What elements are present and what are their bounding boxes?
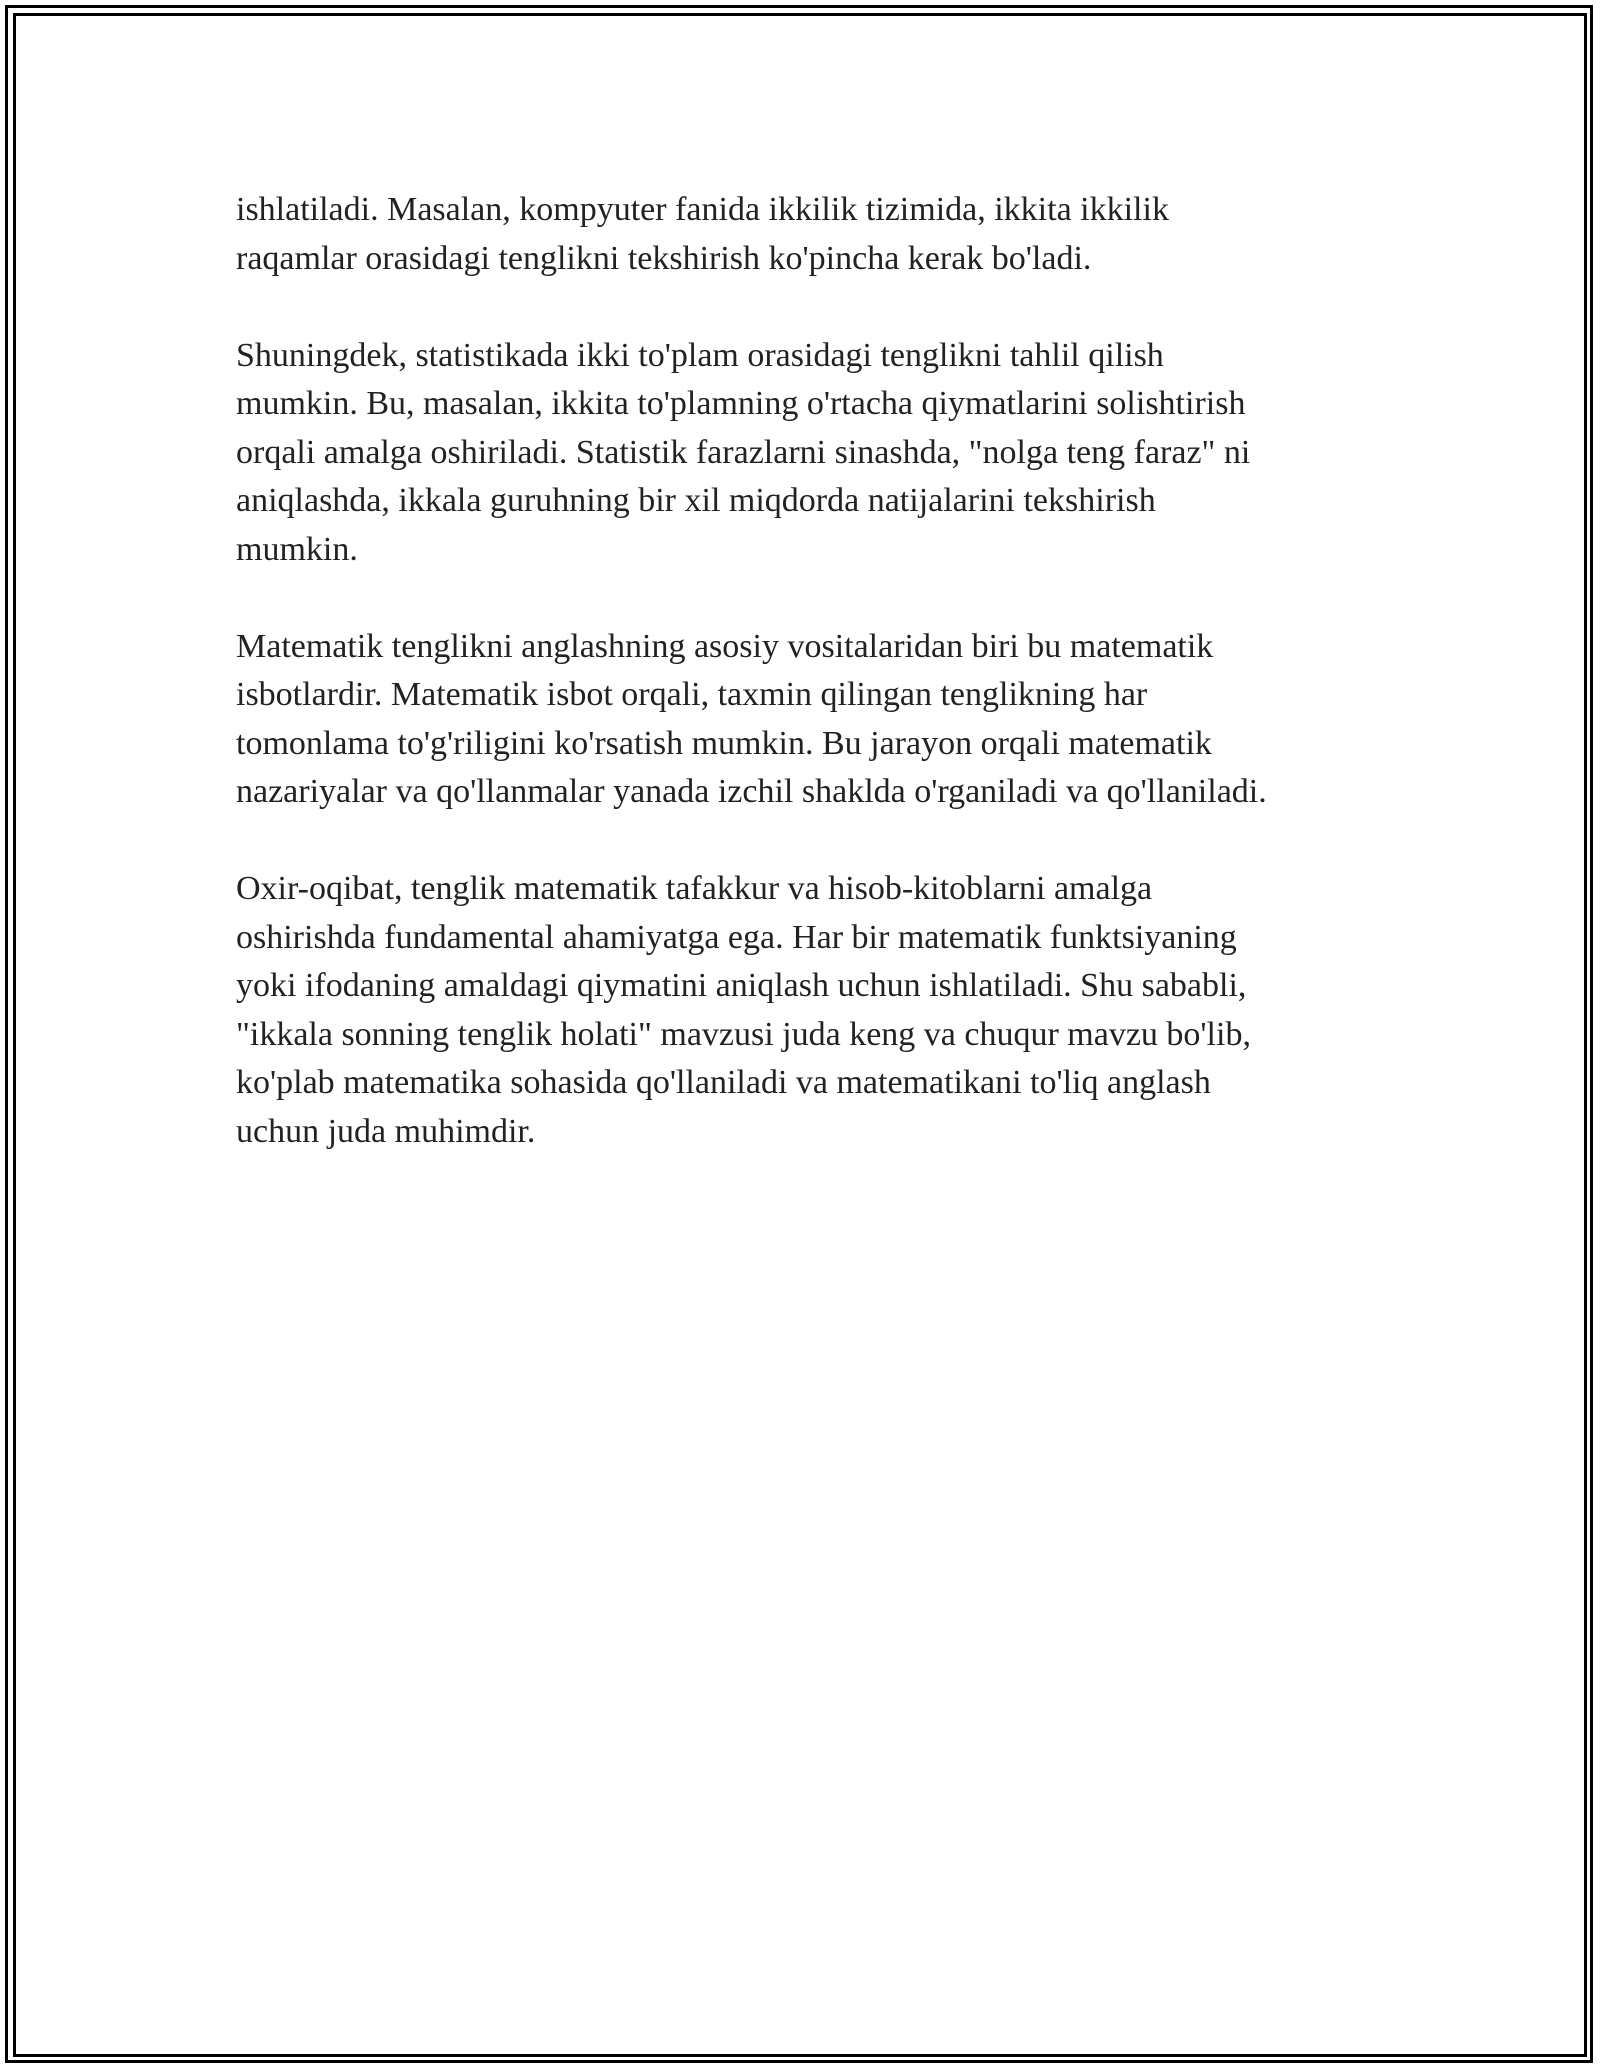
paragraph-3: Matematik tenglikni anglashning asosiy vositalaridan biri bu matematik isbotlardir. Matematik isbot orqali, taxmin qilingan tenglikning har tomonlama to'g'riligini ko'rsatish mumkin. Bu jarayon orqali matematik nazariyalar va qo'llanmalar yanada izchil shaklda o'rganiladi va qo'llaniladi. <box>236 627 1267 810</box>
document-body <box>236 186 1376 1205</box>
paragraph-4: Oxir-oqibat, tenglik matematik tafakkur va hisob-kitoblarni amalga oshirishda fundamental ahamiyatga ega. Har bir matematik funktsiyaning yoki ifodaning amaldagi qiymatini aniqlash uchun ishlatiladi. Shu sababli, "ikkala sonning tenglik holati" mavzusi juda keng va chuqur mavzu bo'lib, ko'plab matematika sohasida qo'llaniladi va matematikani to'liq anglash uchun juda muhimdir. <box>236 870 1251 1150</box>
paragraph-2: Shuningdek, statistikada ikki to'plam orasidagi tenglikni tahlil qilish mumkin. Bu, masalan, ikkita to'plamning o'rtacha qiymatlarini solishtirish orqali amalga oshiriladi. Statistik farazlarni sinashda, "nolga teng faraz" ni aniqlashda, ikkala guruhning bir xil miqdorda natijalarini tekshirish mumkin. <box>236 336 1251 568</box>
paragraph-1: ishlatiladi. Masalan, kompyuter fanida ikkilik tizimida, ikkita ikkilik raqamlar orasidagi tenglikni tekshirish ko'pincha kerak bo'ladi. <box>236 191 1169 277</box>
